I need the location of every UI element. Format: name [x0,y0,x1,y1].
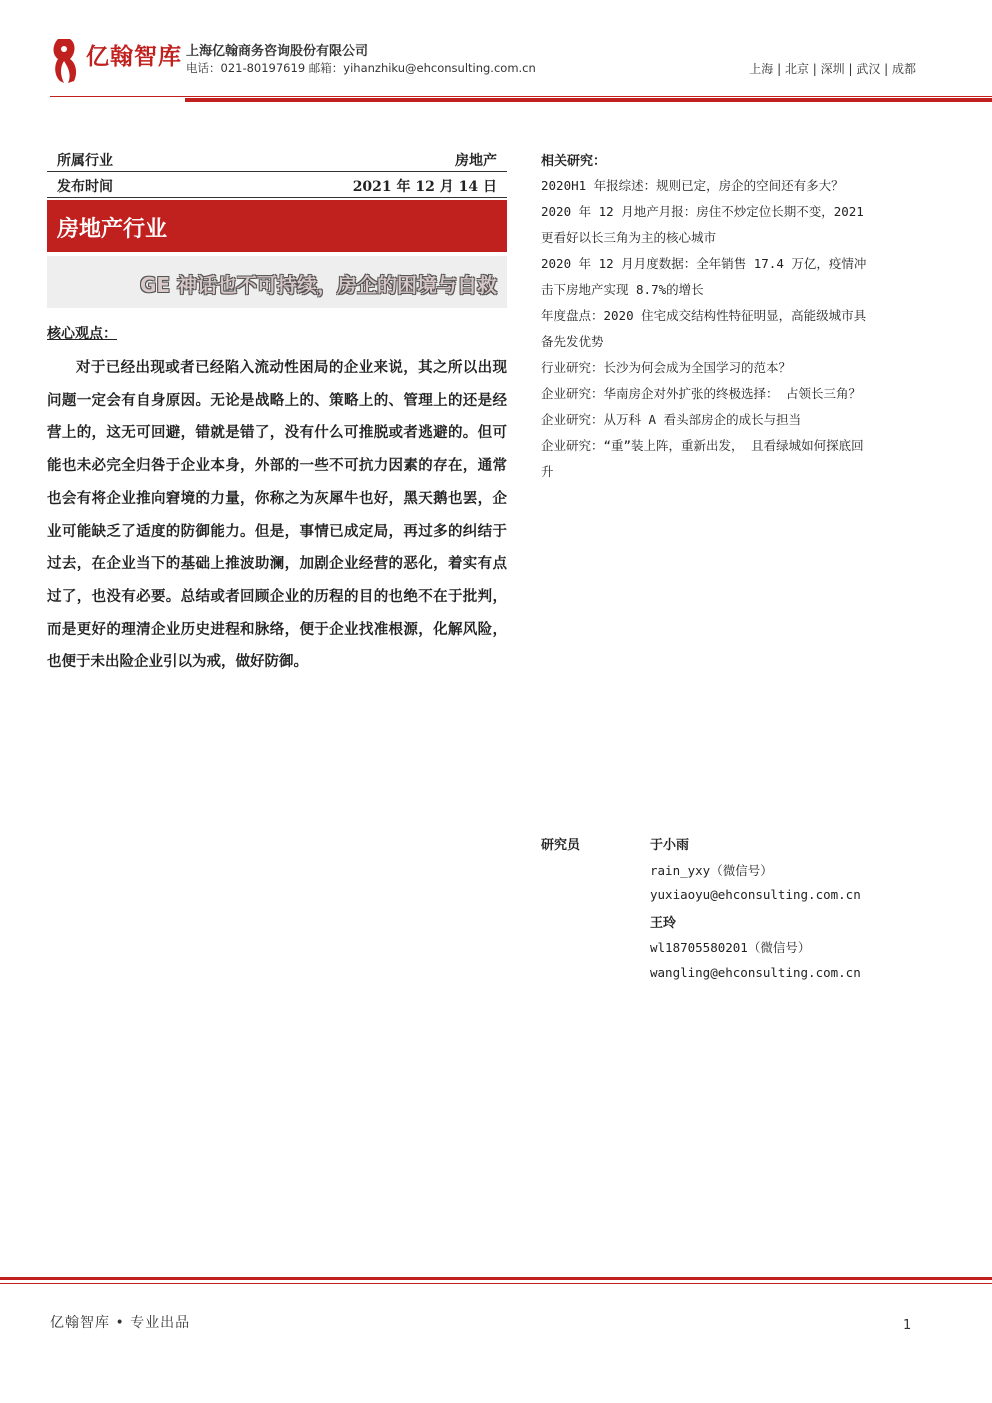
date-label: 发布时间 [57,179,113,195]
header-divider-thick [185,98,992,102]
researcher-name: 王玲 [650,916,677,931]
researcher-wechat: wl18705580201（微信号） [650,940,811,955]
page-number: 1 [903,1318,912,1333]
related-heading: 相关研究： [541,154,607,169]
report-title: GE 神话也不可持续，房企的困境与自救 [139,273,497,297]
brand-logo-icon [50,35,80,87]
related-item[interactable]: 企业研究：从万科 A 看头部房企的成长与担当 [541,412,802,427]
industry-value: 房地产 [455,153,497,169]
related-item[interactable]: 2020H1 年报综述：规则已定，房企的空间还有多大？ [541,178,844,193]
meta-row-date [47,173,507,198]
brand-name: 亿翰智库 [86,44,182,70]
researcher-wechat: rain_yxy（微信号） [650,863,773,878]
related-item[interactable]: 年度盘点：2020 住宅成交结构性特征明显，高能级城市具备先发优势 [541,308,867,349]
industry-label: 所属行业 [57,153,113,169]
related-item[interactable]: 2020 年 12 月月度数据：全年销售 17.4 万亿，疫情冲击下房地产实现 8.7%的增长 [541,256,867,297]
related-item[interactable]: 企业研究：华南房企对外扩张的终极选择： 占领长三角？ [541,386,862,401]
meta-row-industry [47,147,507,172]
section-title: 房地产行业 [57,217,168,242]
header-divider [50,96,992,97]
researcher-label: 研究员 [541,838,581,853]
related-item[interactable]: 2020 年 12 月地产月报：房住不炒定位长期不变，2021 更看好以长三角为主的核心城市 [541,204,864,245]
core-heading: 核心观点： [47,326,117,342]
footer-divider-thick [0,1277,992,1280]
related-item[interactable]: 行业研究：长沙为何会成为全国学习的范本？ [541,360,792,375]
footer-divider [0,1283,992,1284]
researcher-email[interactable]: wangling@ehconsulting.com.cn [650,965,861,980]
date-value: 2021 年 12 月 14 日 [352,179,497,195]
city-list: 上海 | 北京 | 深圳 | 武汉 | 成都 [749,62,916,76]
company-name: 上海亿翰商务咨询股份有限公司 [186,44,369,59]
contact-line: 电话：021-80197619 邮箱：yihanzhiku@ehconsulting.com.cn [186,61,536,75]
title-banner [47,256,507,308]
footer-text: 亿翰智库 • 专业出品 [50,1315,191,1331]
related-item[interactable]: 企业研究：“重”装上阵，重新出发， 且看绿城如何探底回升 [541,438,864,479]
section-banner [47,200,507,252]
core-body: 对于已经出现或者已经陷入流动性困局的企业来说，其之所以出现问题一定会有自身原因。无论是战略上的、策略上的、管理上的还是经营上的，这无可回避，错就是错了，没有什么可推脱或者逃避的。但可能也未必完全归咎于企业本身，外部的一些不可抗力因素的存在，通常也会有将企业推向窘境的力量，你称之为灰犀牛也好，黑天鹅也罢，企业可能缺乏了适度的防御能力。但是，事情已成定局，再过多的纠结于过去，在企业当下的基础上推波助澜，加剧企业经营的恶化，着实有点过了，也没有必要。总结或者回顾企业的历程的目的也绝不在于批判，而是更好的理清企业历史进程和脉络，便于企业找准根源，化解风险，也便于未出险企业引以为戒，做好防御。 [47,359,507,671]
researcher-email[interactable]: yuxiaoyu@ehconsulting.com.cn [650,887,861,902]
researcher-name: 于小雨 [650,838,690,853]
related-research-list [541,173,871,485]
